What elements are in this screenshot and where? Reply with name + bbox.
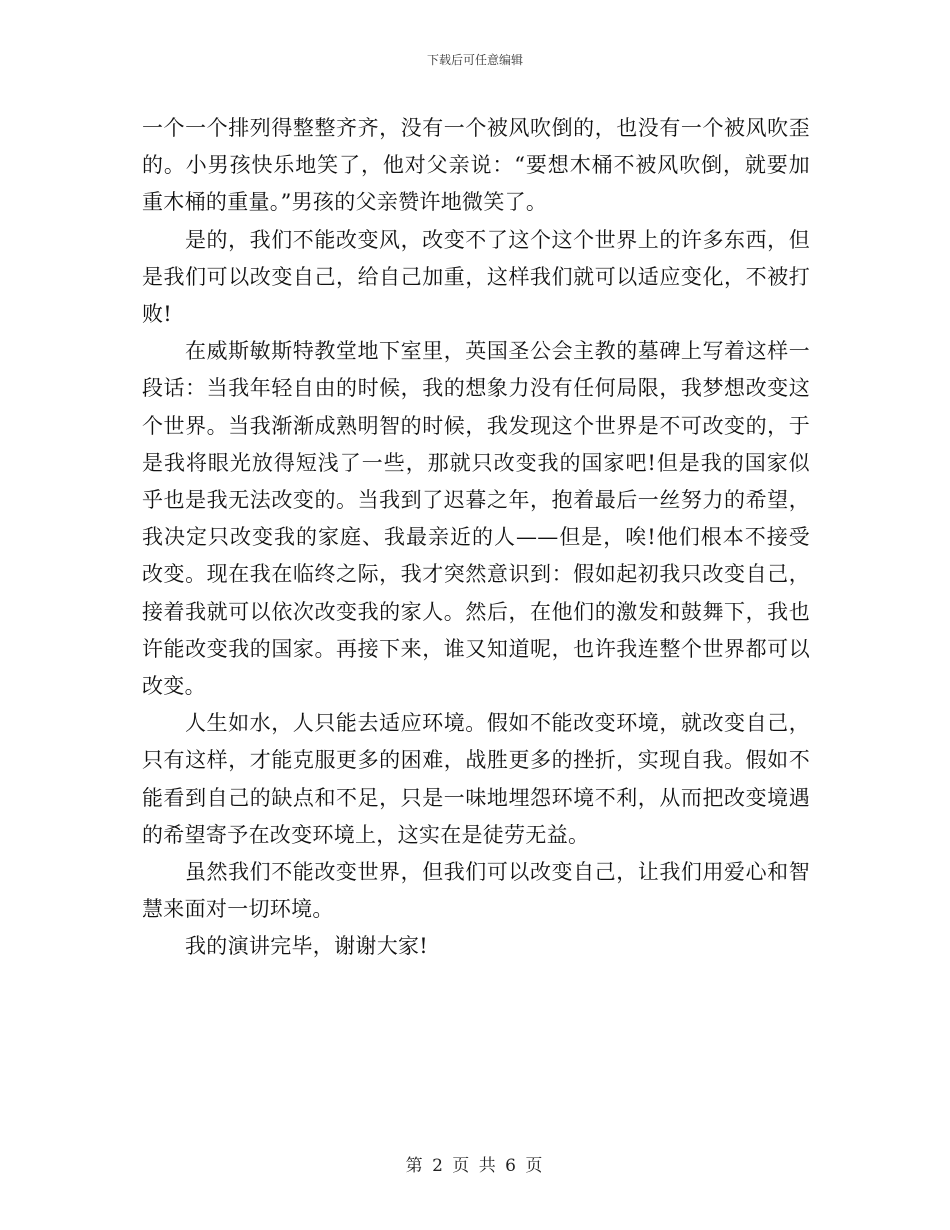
header-note: 下载后可任意编辑 [426,53,523,67]
paragraph: 人生如水，人只能去适应环境。假如不能改变环境，就改变自己，只有这样，才能克服更多的困难，战胜更多的挫折，实现自我。假如不能看到自己的缺点和不足，只是一味地埋怨环境不利，从而把改变境遇的希望寄予在改变环境上，这实在是徒劳无益。 [142,711,810,847]
document-body [142,110,810,966]
page-number: 第 2 页 共 6 页 [405,1156,545,1176]
paragraph-continuation: 一个一个排列得整整齐齐，没有一个被风吹倒的，也没有一个被风吹歪的。小男孩快乐地笑了，他对父亲说：“要想木桶不被风吹倒，就要加重木桶的重量。”男孩的父亲赞许地微笑了。 [142,116,810,215]
paragraph: 虽然我们不能改变世界，但我们可以改变自己，让我们用爱心和智慧来面对一切环境。 [142,860,810,922]
paragraph: 我的演讲完毕，谢谢大家! [185,934,429,959]
paragraph: 在威斯敏斯特教堂地下室里，英国圣公会主教的墓碑上写着这样一段话：当我年轻自由的时候，我的想象力没有任何局限，我梦想改变这个世界。当我渐渐成熟明智的时候，我发现这个世界是不可改变的，于是我将眼光放得短浅了一些，那就只改变我的国家吧!但是我的国家似乎也是我无法改变的。当我到了迟暮之年，抱着最后一丝努力的希望，我决定只改变我的家庭、我最亲近的人——但是，唉!他们根本不接受改变。现在我在临终之际，我才突然意识到：假如起初我只改变自己，接着我就可以依次改变我的家人。然后，在他们的激发和鼓舞下，我也许能改变我的国家。再接下来，谁又知道呢，也许我连整个世界都可以改变。 [142,339,810,699]
paragraph: 是的，我们不能改变风，改变不了这个这个世界上的许多东西，但是我们可以改变自己，给自己加重，这样我们就可以适应变化，不被打败! [142,227,810,327]
